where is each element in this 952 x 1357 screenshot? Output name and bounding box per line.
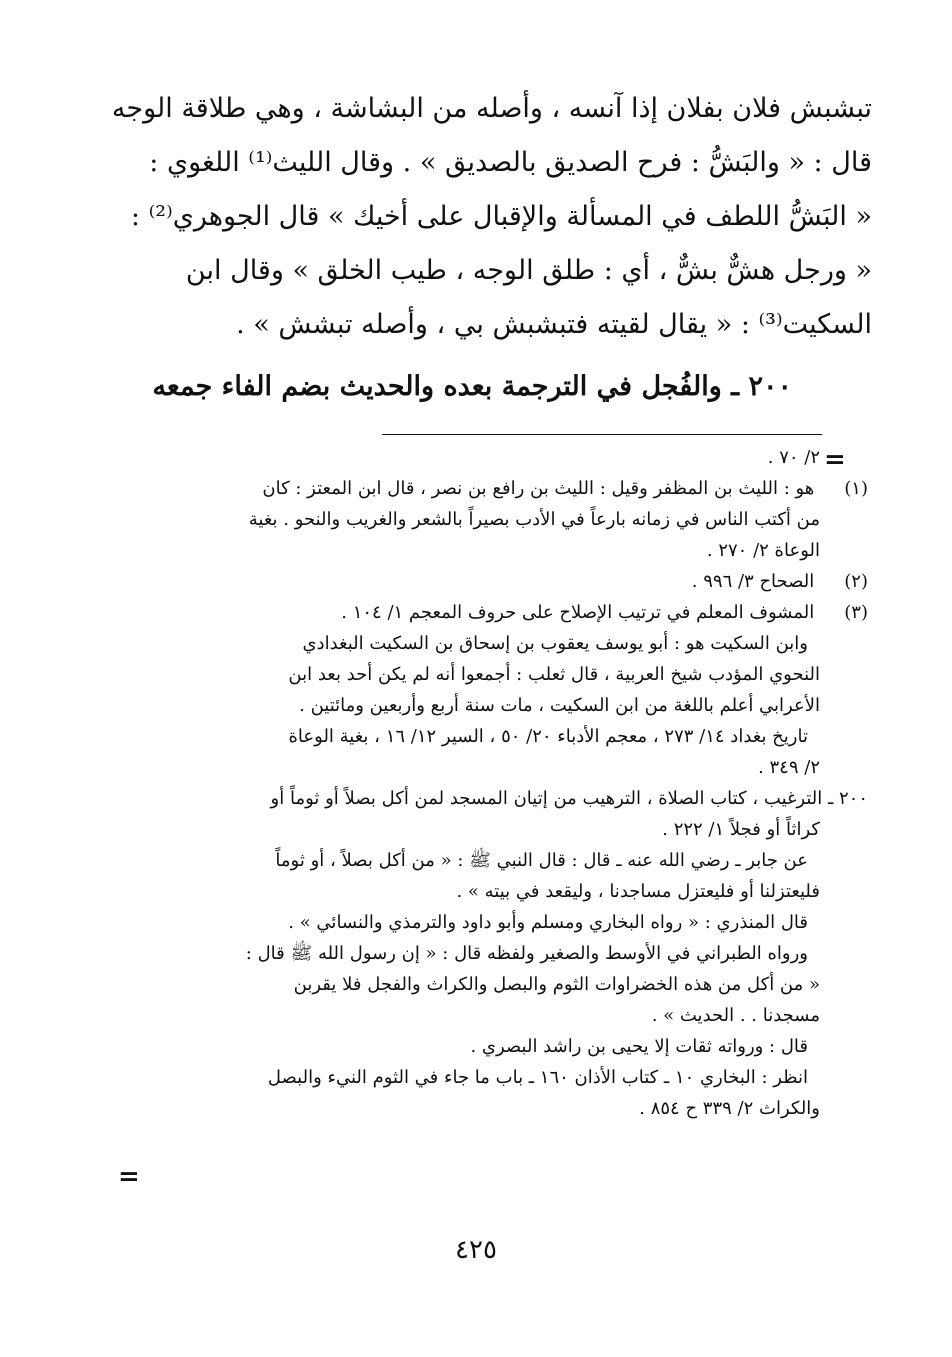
footnote-number: (٢)	[844, 571, 868, 592]
page-number: ٤٢٥	[455, 1235, 497, 1265]
hadith-line: مسجدنا . . الحديث » .	[651, 1005, 820, 1026]
footnote-line: الوعاة ٢/ ٢٧٠ .	[706, 540, 820, 561]
hadith-line: قال المنذري : « رواه البخاري ومسلم وأبو داود والترمذي والنسائي » .	[288, 912, 808, 933]
footnote-line: النحوي المؤدب شيخ العربية ، قال ثعلب : أجمعوا أنه لم يكن أحد بعد ابن	[288, 664, 820, 685]
footnote-line	[148, 597, 868, 628]
continuation-mark-bottom: =	[118, 1162, 140, 1192]
continuation-mark-top: =	[824, 445, 846, 475]
hadith-line: ٢٠٠ ـ الترغيب ، كتاب الصلاة ، الترهيب من إتيان المسجد لمن أكل بصلاً أو ثوماً أو	[270, 788, 868, 809]
hadith-line: قال : ورواته ثقات إلا يحيى بن راشد البصري .	[470, 1036, 808, 1057]
footnote-line: تاريخ بغداد ١٤/ ٢٧٣ ، معجم الأدباء ٢٠/ ٥٠ ، السير ١٢/ ١٦ ، بغية الوعاة	[288, 726, 808, 747]
main-line: قال : « والبَشُّ : فرح الصديق بالصديق » . وقال الليث⁽¹⁾ اللغوي :	[149, 147, 872, 178]
hadith-line: كراثاً أو فجلاً ١/ ٢٢٢ .	[662, 819, 820, 840]
hadith-line: « من أكل من هذه الخضراوات الثوم والبصل والكراث والفجل فلا يقربن	[293, 974, 820, 995]
footnote-text: هو : الليث بن المظفر وقيل : الليث بن رافع بن نصر ، قال ابن المعتز : كان	[262, 478, 815, 499]
hadith-line: عن جابر ـ رضي الله عنه ـ قال : قال النبي ﷺ : « من أكل بصلاً ، أو ثوماً	[275, 850, 808, 871]
footnote-line: وابن السكيت هو : أبو يوسف يعقوب بن إسحاق بن السكيت البغدادي	[302, 633, 808, 654]
footnote-line: الأعرابي أعلم باللغة من ابن السكيت ، مات سنة أربع وأربعين ومائتين .	[299, 695, 820, 716]
main-line: تبشبش فلان بفلان إذا آنسه ، وأصله من البشاشة ، وهي طلاقة الوجه	[111, 93, 872, 124]
main-line: « البَشُّ اللطف في المسألة والإقبال على أخيك » قال الجوهري⁽²⁾ :	[130, 201, 872, 232]
main-line: السكيت⁽³⁾ : « يقال لقيته فتبشبش بي ، وأصله تبشش » .	[236, 309, 872, 340]
footnote-number: (٣)	[844, 602, 868, 623]
hadith-line: فليعتزلنا أو فليعتزل مساجدنا ، وليقعد في بيته » .	[456, 881, 820, 902]
main-text-block	[111, 82, 872, 352]
footnote-line: ٢/ ٣٤٩ .	[758, 757, 820, 778]
hadith-line: والكراث ٢/ ٣٣٩ ح ٨٥٤ .	[639, 1098, 820, 1119]
footnote-line	[148, 566, 868, 597]
footnotes-block	[148, 442, 868, 1124]
footnote-line	[148, 473, 868, 504]
hadith-line: انظر : البخاري ١٠ ـ كتاب الأذان ١٦٠ ـ باب ما جاء في الثوم النيء والبصل	[267, 1067, 808, 1088]
section-heading: ٢٠٠ ـ والفُجل في الترجمة بعده والحديث بضم الفاء جمعه	[152, 371, 792, 402]
footnote-number: (١)	[844, 478, 868, 499]
footnote-continuation: ٢/ ٧٠ .	[767, 447, 820, 468]
footnote-line: من أكتب الناس في زمانه بارعاً في الأدب بصيراً بالشعر والغريب والنحو . بغية	[248, 509, 820, 530]
footnote-text: الصحاح ٣/ ٩٩٦ .	[691, 571, 815, 592]
footnote-text: المشوف المعلم في ترتيب الإصلاح على حروف المعجم ١/ ١٠٤ .	[341, 602, 815, 623]
footnote-separator	[382, 434, 822, 435]
main-line: « ورجل هشٌّ بشٌّ ، أي : طلق الوجه ، طيب الخلق » وقال ابن	[185, 255, 872, 286]
hadith-line: ورواه الطبراني في الأوسط والصغير ولفظه قال : « إن رسول الله ﷺ قال :	[245, 943, 808, 964]
